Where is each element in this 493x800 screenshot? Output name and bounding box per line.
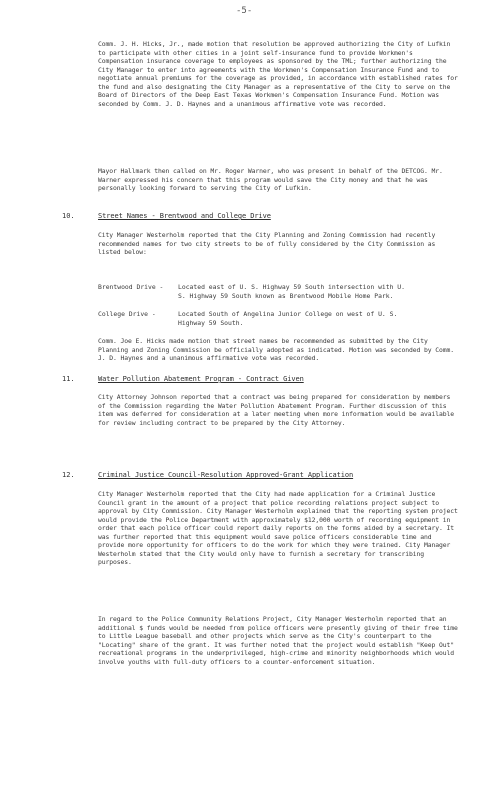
item-12-heading: Criminal Justice Council-Resolution Approved-Grant Application [98,471,354,479]
mayor-paragraph: Mayor Hallmark then called on Mr. Roger Warner, who was present in behalf of the DETCOG. Mr. Warner expressed his concern that this program would save the City money and that he was personally looking forward to serving the City of Lufkin. [98,167,443,192]
item-10-paragraph-1: City Manager Westerholm reported that the City Planning and Zoning Commission had recently recommended names for two city streets to be of fully considered by the City Commission as listed below: [98,231,436,256]
street-name-brentwood: Brentwood Drive - [98,283,164,291]
street-name-college: College Drive - [98,310,156,318]
item-11-number: 11. [62,375,75,383]
item-12-paragraph-2: In regard to the Police Community Relations Project, City Manager Westerholm reported that an additional $ funds would be needed from police officers were presently giving of their free time to Little League baseball and other projects which serve as the City's counterpart to the "Locating" share of the grant. It was further noted that the project would establish "Keep Out" recreational programs in the underprivileged, high-crime and minority neighborhoods which would involve youths with full-duty officers to a counter-enforcement situation. [98,615,458,666]
page-number: -5- [236,6,253,16]
item-10-number: 10. [62,212,75,220]
item-12-number: 12. [62,471,75,479]
item-11-paragraph: City Attorney Johnson reported that a contract was being prepared for consideration by members of the Commission regarding the Water Pollution Abatement Program. Further discussion of this item was deferred for consideration at a later meeting when more information would be available for review including contract to be prepared by the City Attorney. [98,393,455,427]
item-10-paragraph-2: Comm. Joe E. Hicks made motion that street names be recommended as submitted by the City Planning and Zoning Commission be officially adopted as indicated. Motion was seconded by Comm. J. D. Haynes and a unanimous affirmative vote was recorded. [98,337,455,362]
item-10-heading: Street Names - Brentwood and College Drive [98,212,271,220]
item-12-paragraph-1: City Manager Westerholm reported that the City had made application for a Criminal Justice Council grant in the amount of a project that police recording relations project subject to approval by City Commission. City Manager Westerholm explained that the reporting system project would provide the Police Department with approximately $12,000 worth of recording equipment in order that each police officer could report daily reports on the forms aided by a secretary. It was further reported that this equipment would save police officers considerable time and provide more opportunity for officers to do the work for which they were trained. City Manager Westerholm stated that the City would only have to furnish a secretary for transcribing purposes. [98,490,458,566]
street-desc-college: Located South of Angelina Junior College on west of U. S. Highway 59 South. [178,310,398,327]
intro-paragraph: Comm. J. H. Hicks, Jr., made motion that resolution be approved authorizing the City of Lufkin to participate with other cities in a joint self-insurance fund to provide Workmen's Compensation insurance coverage to employees as sponsored by the TML; further authorizing the City Manager to enter into agreements with the Workmen's Compensation Insurance Fund and to negotiate annual premiums for the coverage as provided, in accordance with established rates for the fund and also designating the City Manager as a representative of the City to serve on the Board of Directors of the Deep East Texas Workmen's Compensation Insurance Fund. Motion was seconded by Comm. J. D. Haynes and a unanimous affirmative vote was recorded. [98,40,458,108]
item-11-heading: Water Pollution Abatement Program - Contract Given [98,375,304,383]
street-desc-brentwood: Located east of U. S. Highway 59 South intersection with U. S. Highway 59 South known as Brentwood Mobile Home Park. [178,283,406,300]
